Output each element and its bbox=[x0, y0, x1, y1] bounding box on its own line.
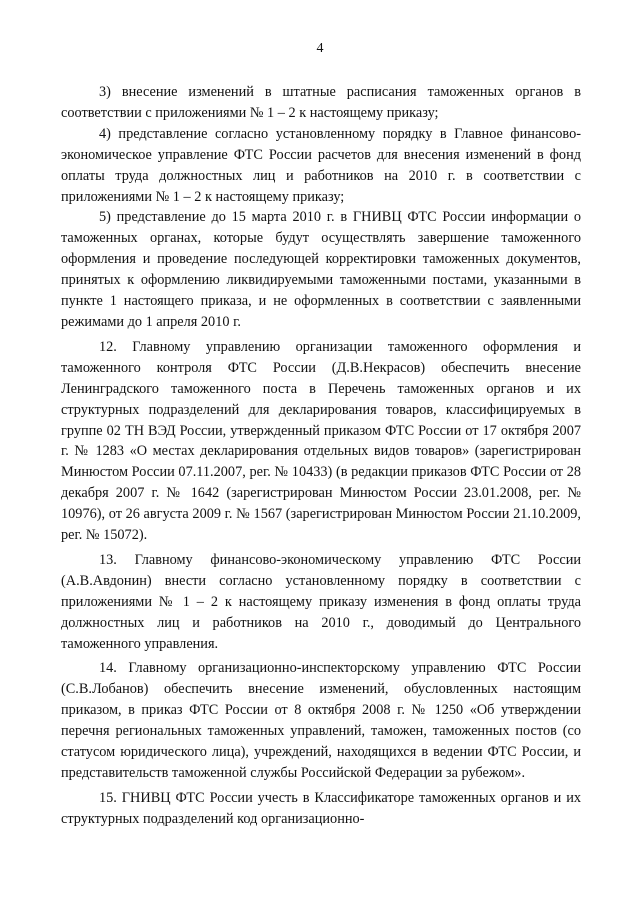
paragraph-5-gnivc-information: 5) представление до 15 марта 2010 г. в ГНИВЦ ФТС России информации о таможенных органах, которые будут осуществлять завершение таможенного оформления и проведение последующей корректировки таможенных документов, принятых к оформлению ликвидируемыми таможенными постами, указанными в пункте 1 настоящего приказа, и не оформленных в соответствии с заявленными режимами до 1 апреля 2010 г. bbox=[61, 209, 581, 330]
paragraph-13-finance-department: 13. Главному финансово-экономическому управлению ФТС России (А.В.Авдонин) внести согласно установленному порядку в соответствии с приложениями № 1 – 2 к настоящему приказу изменения в фонд оплаты труда должностных лиц и работников на 2010 г., доводимый до Центрального таможенного управления. bbox=[61, 551, 581, 652]
document-body bbox=[61, 82, 581, 830]
page-number: 4 bbox=[316, 41, 324, 56]
paragraph-4-payroll-calculations: 4) представление согласно установленному порядку в Главное финансово-экономическое управление ФТС России расчетов для внесения изменений в фонд оплаты труда должностных лиц и работников на 2010 г. в соответствии с приложениями № 1 – 2 к настоящему приказу; bbox=[61, 125, 581, 205]
paragraph-14-organizational-department: 14. Главному организационно-инспекторскому управлению ФТС России (С.В.Лобанов) обеспечить внесение изменений, обусловленных настоящим приказом, в приказ ФТС России от 8 октября 2008 г. № 1250 «Об утверждении перечня региональных таможенных управлений, таможен, таможенных постов (со статусом юридического лица), учреждений, находящихся в ведении ФТС России, и представительств таможенной службы Российской Федерации за рубежом». bbox=[61, 660, 581, 781]
paragraph-15-classifier: 15. ГНИВЦ ФТС России учесть в Классификаторе таможенных органов и их структурных подразделений код организационно- bbox=[61, 789, 581, 827]
paragraph-12-customs-clearance: 12. Главному управлению организации таможенного оформления и таможенного контроля ФТС России (Д.В.Некрасов) обеспечить внесение Ленинградского таможенного поста в Перечень таможенных органов и их структурных подразделений для декларирования товаров, классифицируемых в группе 02 ТН ВЭД России, утвержденный приказом ФТС России от 17 октября 2007 г. № 1283 «О местах декларирования отдельных видов товаров» (зарегистрирован Минюстом России 07.11.2007, рег. № 10433) (в редакции приказов ФТС России от 28 декабря 2007 г. № 1642 (зарегистрирован Минюстом России 23.01.2008, рег. № 10976), от 26 августа 2009 г. № 1567 (зарегистрирован Минюстом России 21.10.2009, рег. № 15072). bbox=[61, 338, 581, 544]
paragraph-3-staff-schedules: 3) внесение изменений в штатные расписания таможенных органов в соответствии с приложениями № 1 – 2 к настоящему приказу; bbox=[61, 84, 581, 121]
